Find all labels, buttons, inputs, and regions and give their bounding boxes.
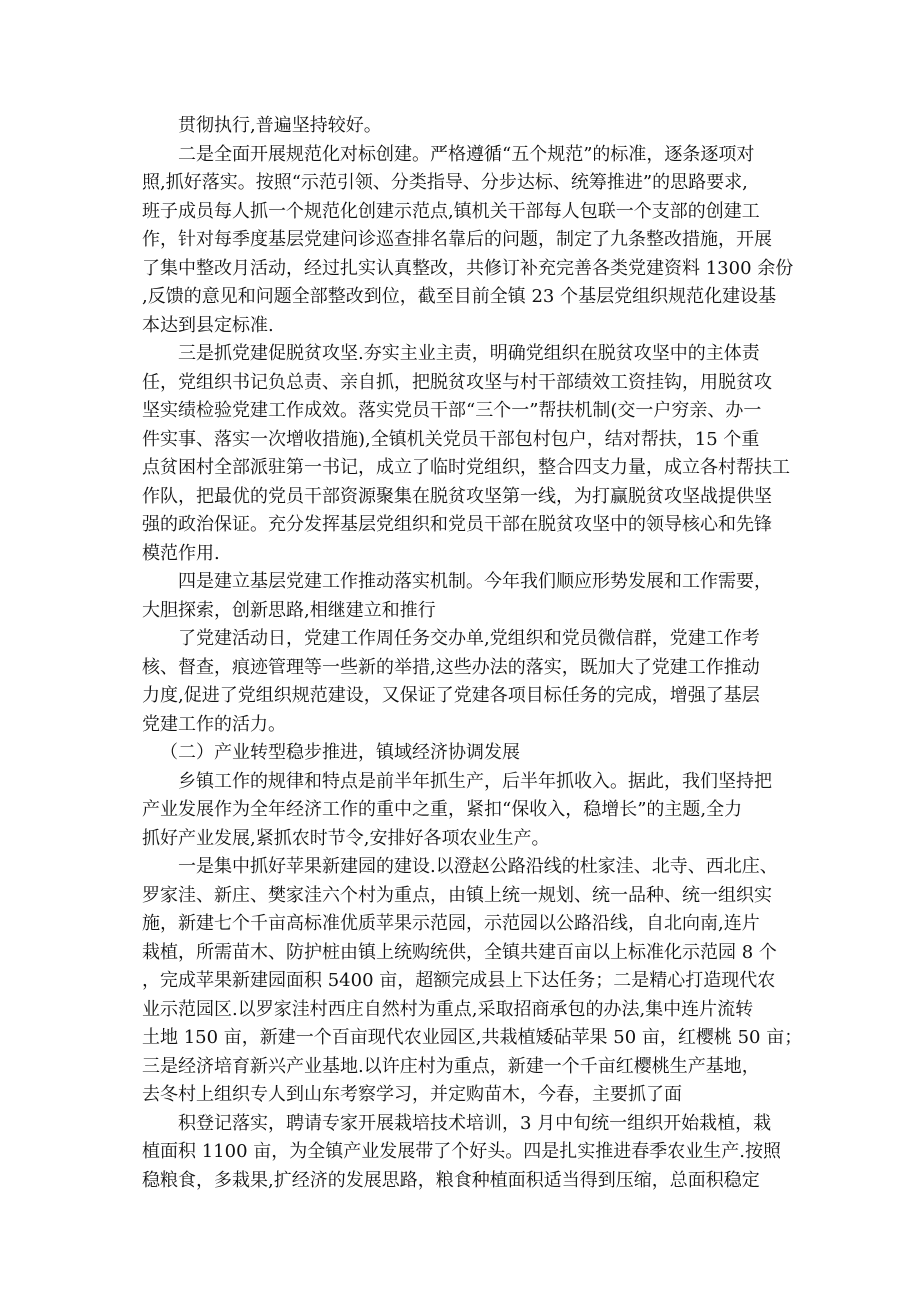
text-line: 班子成员每人抓一个规范化创建示范点,镇机关干部每人包联一个支部的创建工 — [142, 200, 760, 222]
text-line: 抓好产业发展,紧抓农时节令,安排好各项农业生产。 — [142, 827, 550, 849]
text-line: 四是建立基层党建工作推动落实机制。今年我们顺应形势发展和工作需要， — [178, 571, 772, 592]
text-line: 点贫困村全部派驻第一书记，成立了临时党组织，整合四支力量，成立各村帮扶工 — [142, 457, 790, 478]
text-line: 贯彻执行,普遍坚持较好。 — [178, 115, 382, 136]
text-line: 乡镇工作的规律和特点是前半年抓生产，后半年抓收入。据此，我们坚持把 — [178, 770, 772, 792]
text-line: 产业发展作为全年经济工作的重中之重，紧扣“保收入，稳增长”的主题,全力 — [142, 799, 743, 820]
text-line: 栽植，所需苗木、防护桩由镇上统购统供，全镇共建百亩以上标准化示范园 8 个 — [142, 941, 777, 963]
text-line: 强的政治保证。充分发挥基层党组织和党员干部在脱贫攻坚中的领导核心和先锋 — [142, 514, 772, 535]
text-line: 件实事、落实一次增收措施),全镇机关党员干部包村包户，结对帮扶，15 个重 — [142, 428, 760, 450]
text-line: 本达到县定标准. — [142, 314, 274, 336]
text-line: 核、督查，痕迹管理等一些新的举措,这些办法的落实，既加大了党建工作推动 — [142, 656, 760, 678]
text-line: 党建工作的活力。 — [142, 713, 286, 735]
text-line: ,反馈的意见和问题全部整改到位，截至目前全镇 23 个基层党组织规范化建设基 — [142, 286, 777, 307]
text-line: 大胆探索，创新思路,相继建立和推行 — [142, 599, 436, 621]
text-line: 三是抓党建促脱贫攻坚.夯实主业主责，明确党组织在脱贫攻坚中的主体责 — [178, 343, 760, 364]
text-line: 植面积 1100 亩，为全镇产业发展带了个好头。四是扎实推进春季农业生产.按照 — [142, 1141, 781, 1162]
text-line: 稳粮食，多栽果,扩经济的发展思路，粮食种植面积适当得到压缩，总面积稳定 — [142, 1169, 760, 1191]
text-line: 罗家洼、新庄、樊家洼六个村为重点，由镇上统一规划、统一品种、统一组织实 — [142, 884, 772, 906]
document-body — [142, 112, 803, 1195]
text-line: 积登记落实，聘请专家开展栽培技术培训，3 月中旬统一组织开始栽植，栽 — [178, 1112, 772, 1134]
text-line: 坚实绩检验党建工作成效。落实党员干部“三个一”帮扶机制(交一户穷亲、办一 — [142, 400, 762, 421]
text-line: 模范作用. — [142, 542, 220, 564]
text-line: 了党建活动日，党建工作周任务交办单,党组织和党员微信群，党建工作考 — [178, 628, 760, 649]
text-line: 二是全面开展规范化对标创建。严格遵循“五个规范”的标准，逐条逐项对 — [178, 143, 755, 165]
text-line: 三是经济培育新兴产业基地.以许庄村为重点，新建一个千亩红樱桃生产基地， — [142, 1055, 760, 1077]
text-line: 施，新建七个千亩高标准优质苹果示范园，示范园以公路沿线，自北向南,连片 — [142, 913, 760, 934]
section-heading: （二）产业转型稳步推进，镇域经济协调发展 — [160, 742, 520, 763]
text-line: 照,抓好落实。按照“示范引领、分类指导、分步达标、统筹推进”的思路要求, — [142, 172, 748, 193]
text-line: 作，针对每季度基层党建问诊巡查排名靠后的问题，制定了九条整改措施，开展 — [142, 229, 772, 250]
text-line: 作队，把最优的党员干部资源聚集在脱贫攻坚第一线，为打赢脱贫攻坚战提供坚 — [142, 485, 772, 507]
text-line: 了集中整改月活动，经过扎实认真整改，共修订补充完善各类党建资料 1300 余份 — [142, 257, 794, 279]
text-line: 一是集中抓好苹果新建园的建设.以澄赵公路沿线的杜家洼、北寺、西北庄、 — [178, 856, 778, 877]
text-line: 土地 150 亩，新建一个百亩现代农业园区,共栽植矮砧苹果 50 亩，红樱桃 50 亩； — [142, 1027, 803, 1048]
text-line: ，完成苹果新建园面积 5400 亩，超额完成县上下达任务；二是精心打造现代农 — [142, 970, 776, 991]
text-line: 任，党组织书记负总责、亲自抓，把脱贫攻坚与村干部绩效工资挂钩，用脱贫攻 — [142, 371, 772, 393]
text-line: 业示范园区.以罗家洼村西庄自然村为重点,采取招商承包的办法,集中连片流转 — [142, 998, 754, 1020]
text-line: 力度,促进了党组织规范建设，又保证了党建各项目标任务的完成，增强了基层 — [142, 685, 760, 706]
text-line: 去冬村上组织专人到山东考察学习，并定购苗木，今春，主要抓了面 — [142, 1084, 682, 1105]
